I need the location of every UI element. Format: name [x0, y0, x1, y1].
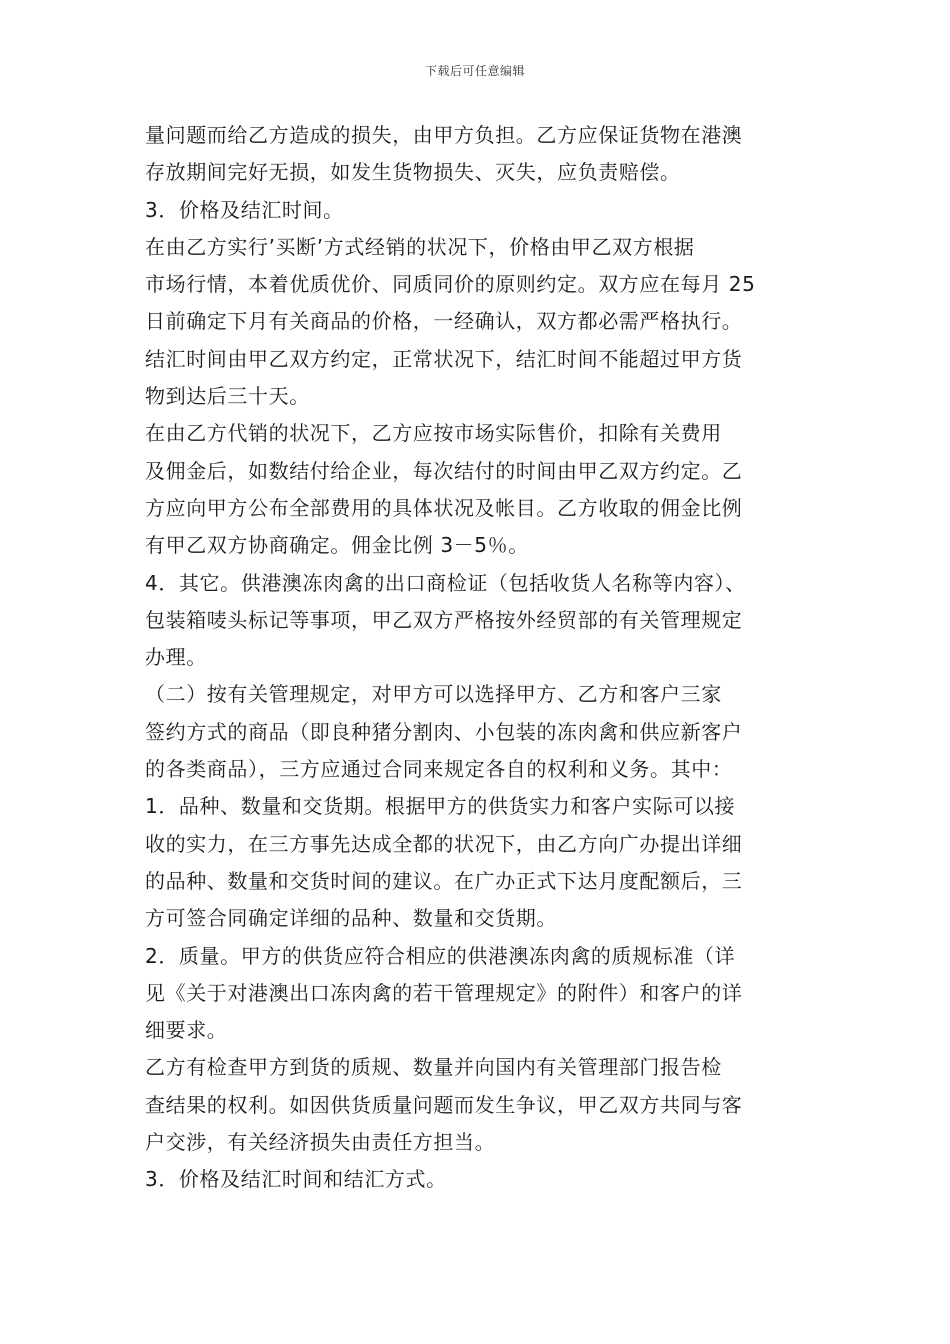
text-line: 日前确定下月有关商品的价格，一经确认，双方都必需严格执行。: [145, 309, 743, 334]
text-line: 存放期间完好无损，如发生货物损失、灭失，应负责赔偿。: [145, 160, 681, 185]
text-line: 细要求。: [145, 1018, 228, 1043]
section-heading: 4．其它。供港澳冻肉禽的出口商检证（包括收货人名称等内容）、: [145, 570, 746, 595]
text-line: 的品种、数量和交货时间的建议。在广办正式下达月度配额后，三: [145, 868, 743, 893]
text-line: 包装箱唛头标记等事项，甲乙双方严格按外经贸部的有关管理规定: [145, 607, 743, 632]
text-line: 在由乙方实行’买断’方式经销的状况下，价格由甲乙双方根据: [145, 234, 695, 259]
text-line: 及佣金后，如数结付给企业，每次结付的时间由甲乙双方约定。乙: [145, 458, 743, 483]
section-heading: 2．质量。甲方的供货应符合相应的供港澳冻肉禽的质规标准（详: [145, 943, 736, 968]
text-line: 方应向甲方公布全部费用的具体状况及帐目。乙方收取的佣金比例: [145, 495, 743, 520]
text-line: 方可签合同确定详细的品种、数量和交货期。: [145, 906, 557, 931]
text-line: 收的实力，在三方事先达成全都的状况下，由乙方向广办提出详细: [145, 831, 743, 856]
page-header: 下载后可任意编辑: [424, 64, 525, 78]
section-heading: 3．价格及结汇时间。: [145, 197, 344, 222]
section-heading: 3．价格及结汇时间和结汇方式。: [145, 1167, 447, 1192]
text-line: 量问题而给乙方造成的损失，由甲方负担。乙方应保证货物在港澳: [145, 123, 743, 147]
text-line: 结汇时间由甲乙双方约定，正常状况下，结汇时间不能超过甲方货: [145, 346, 743, 371]
text-line: 户交涉，有关经济损失由责任方担当。: [145, 1130, 496, 1155]
text-line: 见《关于对港澳出口冻肉禽的若干管理规定》的附件）和客户的详: [145, 980, 743, 1005]
text-line: 有甲乙双方协商确定。佣金比例 3－5％。: [145, 533, 529, 558]
text-line: 办理。: [145, 645, 207, 670]
document-body: [145, 117, 815, 1199]
text-line: 查结果的权利。如因供货质量问题而发生争议，甲乙双方共同与客: [145, 1092, 743, 1117]
section-heading: （二）按有关管理规定，对甲方可以选择甲方、乙方和客户三家: [145, 682, 722, 707]
text-line: 在由乙方代销的状况下，乙方应按市场实际售价，扣除有关费用: [145, 421, 722, 446]
section-heading: 1．品种、数量和交货期。根据甲方的供货实力和客户实际可以接: [145, 794, 736, 819]
text-line: 签约方式的商品（即良种猪分割肉、小包装的冻肉禽和供应新客户: [145, 719, 743, 744]
text-line: 市场行情，本着优质优价、同质同价的原则约定。双方应在每月 25: [145, 272, 756, 297]
text-line: 的各类商品），三方应通过合同来规定各自的权利和义务。其中：: [145, 757, 733, 782]
text-line: 乙方有检查甲方到货的质规、数量并向国内有关管理部门报告检: [145, 1055, 722, 1080]
text-line: 物到达后三十天。: [145, 384, 310, 409]
